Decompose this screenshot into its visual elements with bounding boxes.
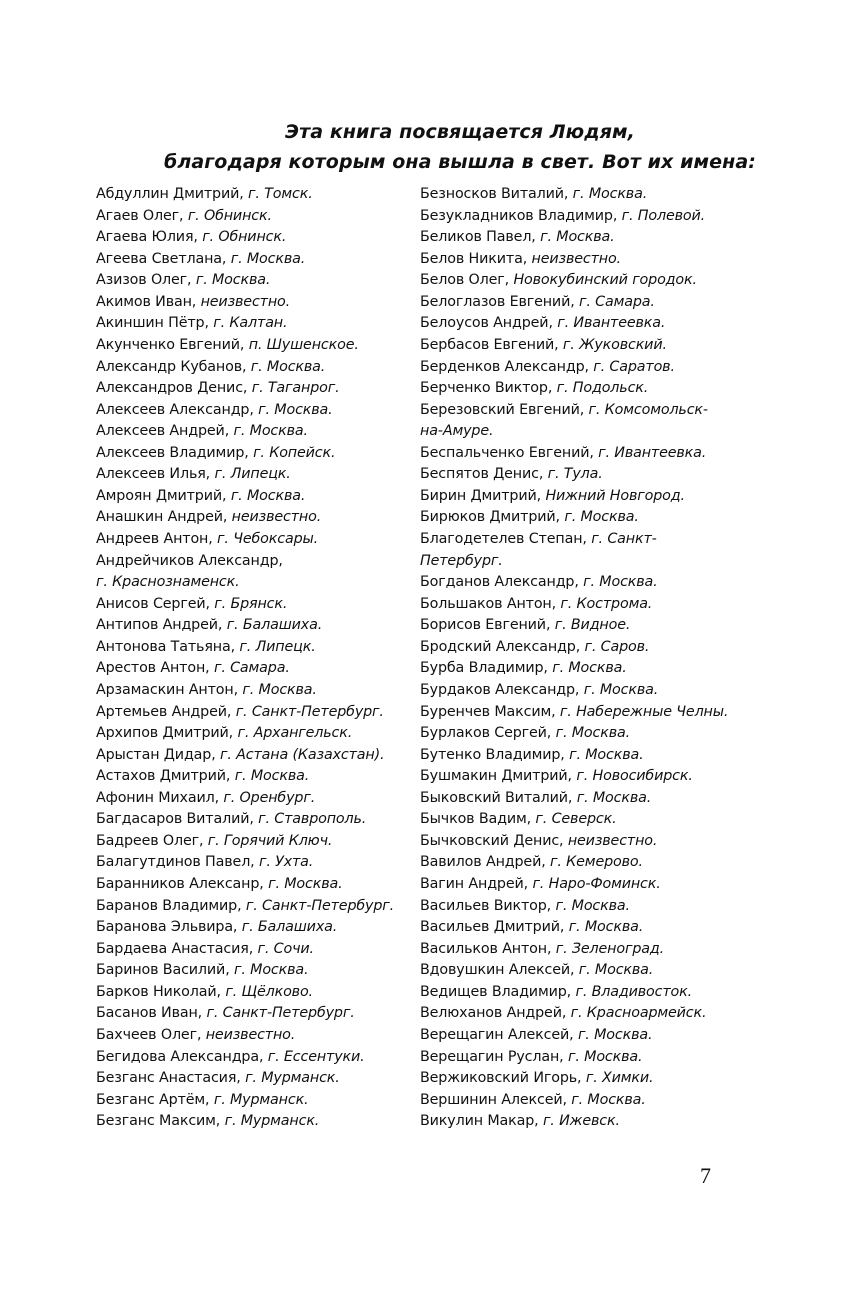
person-name: Афонин Михаил,: [96, 789, 224, 806]
list-item: [420, 831, 750, 853]
person-location: г. Архангельск.: [237, 725, 353, 742]
list-item: [420, 400, 750, 422]
person-name: Астахов Дмитрий,: [96, 768, 235, 785]
list-item: [420, 874, 750, 896]
person-name: Верещагин Руслан,: [420, 1048, 568, 1065]
person-location: г. Наро-Фоминск.: [532, 876, 661, 892]
list-item: [96, 249, 406, 271]
person-name: Васильев Дмитрий,: [420, 919, 569, 936]
list-item: [420, 637, 750, 659]
person-name: Березовский Евгений,: [420, 401, 589, 418]
person-location: г. Москва.: [268, 876, 343, 892]
person-location: г. Набережные Челны.: [559, 703, 729, 720]
list-item: [420, 486, 750, 508]
person-name: Буренчев Максим,: [420, 703, 560, 720]
list-item: [96, 572, 406, 594]
person-name: Васильков Антон,: [420, 940, 556, 957]
person-name: Безносков Виталий,: [420, 186, 573, 202]
person-name: Агаева Юлия,: [96, 229, 203, 246]
person-name: Абдуллин Дмитрий,: [96, 186, 249, 202]
list-item: [96, 184, 406, 206]
person-location: г. Ивантеевка.: [557, 315, 666, 332]
person-name: Бычковский Денис,: [420, 832, 568, 849]
list-item: [420, 723, 750, 745]
person-location: г. Жуковский.: [562, 336, 667, 353]
names-column-left: [96, 184, 406, 1133]
list-item: [96, 1047, 406, 1069]
person-location: г. Москва.: [195, 272, 271, 289]
list-item: [420, 464, 750, 486]
person-name: Алексеев Илья,: [96, 466, 215, 483]
person-location: г. Москва.: [578, 962, 654, 979]
person-location: г. Москва.: [552, 660, 627, 677]
person-location: г. Москва.: [569, 746, 644, 763]
list-item: [96, 551, 406, 573]
person-location: г. Зеленоград.: [555, 940, 665, 957]
list-item: [96, 443, 406, 465]
person-name: Велюханов Андрей,: [420, 1005, 571, 1022]
person-name: Александров Денис,: [96, 380, 252, 397]
person-location: г. Томск.: [248, 186, 313, 202]
person-location: г. Москва.: [230, 487, 306, 504]
list-item: [420, 788, 750, 810]
person-name: Богданов Александр,: [420, 574, 584, 591]
list-item: [96, 831, 406, 853]
list-item: [96, 270, 406, 292]
person-name: Архипов Дмитрий,: [96, 725, 238, 742]
person-location: г. Москва.: [577, 1026, 653, 1043]
person-location: г. Сочи.: [257, 940, 314, 957]
list-item: [96, 507, 406, 529]
person-location: неизвестно.: [231, 509, 322, 526]
person-name: Бирюков Дмитрий,: [420, 509, 565, 526]
list-item: [96, 1068, 406, 1090]
person-name: Бардаева Анастасия,: [96, 940, 258, 957]
person-location: г. Самара.: [579, 293, 655, 310]
person-name: Баранов Владимир,: [96, 897, 246, 914]
list-item: [420, 357, 750, 379]
dedication-title: [0, 117, 845, 177]
list-item: [96, 400, 406, 422]
person-name: Антонова Татьяна,: [96, 638, 240, 655]
person-name: Бадреев Олег,: [96, 832, 208, 849]
list-item: [420, 572, 750, 594]
list-item: [96, 702, 406, 724]
person-location: г. Москва.: [555, 725, 631, 742]
person-location: г. Мурманск.: [213, 1091, 309, 1108]
person-location: г. Санкт-: [591, 531, 657, 547]
person-name: Бутенко Владимир,: [420, 746, 570, 763]
person-location: г. Подольск.: [556, 380, 649, 397]
list-item: [420, 658, 750, 680]
person-location: г. Балашиха.: [241, 919, 338, 936]
person-name: Акунченко Евгений,: [96, 336, 249, 353]
person-location: г. Комсомольск-: [588, 401, 708, 418]
person-name: Вержиковский Игорь,: [420, 1070, 586, 1087]
list-item: [96, 982, 406, 1004]
person-location: г. Саратов.: [593, 358, 675, 375]
person-name: Верещагин Алексей,: [420, 1026, 578, 1043]
person-name: Белоглазов Евгений,: [420, 293, 580, 310]
list-item: [420, 702, 750, 724]
person-name: Алексеев Александр,: [96, 401, 259, 418]
list-item: [96, 206, 406, 228]
person-location: неизвестно.: [567, 832, 658, 849]
list-item: [420, 982, 750, 1004]
list-item: [96, 357, 406, 379]
person-location: Нижний Новгород.: [545, 487, 685, 504]
person-location: г. Москва.: [233, 423, 308, 440]
list-item: [96, 658, 406, 680]
person-name: Большаков Антон,: [420, 595, 561, 612]
person-location: г. Обнинск.: [202, 229, 287, 246]
person-location: г. Самара.: [213, 660, 290, 677]
person-name: Акимов Иван,: [96, 293, 201, 310]
person-name: Бербасов Евгений,: [420, 336, 563, 353]
list-item: [420, 896, 750, 918]
person-name: Вагин Андрей,: [420, 876, 533, 892]
person-location: г. Москва.: [250, 358, 326, 375]
person-name: Бахчеев Олег,: [96, 1026, 206, 1043]
list-item: [420, 184, 750, 206]
list-item: [96, 421, 406, 443]
person-location: г. Ивантеевка.: [598, 444, 707, 461]
person-location: г. Видное.: [554, 617, 631, 634]
person-location: Петербург.: [420, 552, 503, 569]
list-item: [420, 809, 750, 831]
list-item: [96, 227, 406, 249]
list-item: [420, 960, 750, 982]
list-item: [96, 1003, 406, 1025]
person-name: Анисов Сергей,: [96, 595, 215, 612]
list-item: [420, 421, 750, 443]
list-item: [96, 335, 406, 357]
list-item: [96, 529, 406, 551]
person-name: Ведищев Владимир,: [420, 983, 576, 1000]
person-location: г. Ижевск.: [542, 1113, 620, 1130]
person-name: Быковский Виталий,: [420, 789, 577, 806]
person-location: г. Кемерово.: [550, 854, 643, 871]
person-location: г. Брянск.: [214, 595, 288, 612]
person-location: п. Шушенское.: [248, 336, 359, 353]
list-item: [420, 249, 750, 271]
person-location: г. Санкт-Петербург.: [245, 897, 395, 914]
person-name: Бродский Александр,: [420, 638, 585, 655]
person-location: неизвестно.: [200, 293, 291, 310]
person-location: г. Санкт-Петербург.: [235, 703, 384, 720]
person-name: Баринов Василий,: [96, 962, 234, 979]
person-location: г. Астана (Казахстан).: [220, 746, 385, 763]
list-item: [96, 745, 406, 767]
list-item: [96, 939, 406, 961]
list-item: [420, 292, 750, 314]
person-location: г. Москва.: [230, 250, 306, 267]
person-name: Безганс Артём,: [96, 1091, 214, 1108]
person-location: г. Москва.: [567, 1048, 643, 1065]
list-item: [96, 1111, 406, 1133]
person-name: Алексеев Владимир,: [96, 444, 254, 461]
list-item: [420, 939, 750, 961]
person-name: Благодетелев Степан,: [420, 531, 592, 547]
page-number: 7: [700, 1163, 711, 1188]
person-location: г. Новосибирск.: [576, 768, 693, 785]
person-location: г. Саров.: [584, 638, 650, 655]
person-location: г. Краснознаменск.: [96, 574, 240, 591]
list-item: [420, 227, 750, 249]
list-item: [96, 292, 406, 314]
person-name: Агаев Олег,: [96, 207, 188, 224]
person-location: г. Ухта.: [258, 854, 314, 871]
person-location: г. Северск.: [535, 811, 617, 828]
list-item: [420, 507, 750, 529]
person-name: Белов Олег,: [420, 272, 514, 289]
person-location: г. Копейск.: [253, 444, 336, 461]
list-item: [96, 874, 406, 896]
names-column-right: [420, 184, 750, 1133]
person-name: Беспальченко Евгений,: [420, 444, 599, 461]
person-name: Белов Никита,: [420, 250, 532, 267]
person-location: г. Москва.: [540, 229, 615, 246]
person-name: Викулин Макар,: [420, 1113, 543, 1130]
person-name: Безганс Максим,: [96, 1113, 225, 1130]
person-name: Балагутдинов Павел,: [96, 854, 259, 871]
person-location: г. Москва.: [583, 681, 659, 698]
person-name: Баранова Эльвира,: [96, 919, 242, 936]
dedication-line-2: благодаря которым она вышла в свет. Вот их имена:: [163, 151, 757, 173]
person-location: г. Тула.: [547, 466, 603, 483]
person-location: г. Кострома.: [560, 595, 653, 612]
person-name: Артемьев Андрей,: [96, 703, 236, 720]
list-item: [420, 745, 750, 767]
person-name: Баранников Алексанр,: [96, 876, 269, 892]
list-item: [420, 917, 750, 939]
list-item: [96, 464, 406, 486]
list-item: [96, 1090, 406, 1112]
list-item: [96, 615, 406, 637]
list-item: [420, 1003, 750, 1025]
list-item: [420, 378, 750, 400]
person-location: г. Полевой.: [621, 207, 706, 224]
person-name: Арыстан Дидар,: [96, 746, 221, 763]
list-item: [96, 378, 406, 400]
person-name: Акиншин Пётр,: [96, 315, 214, 332]
person-name: Анашкин Андрей,: [96, 509, 232, 526]
list-item: [420, 594, 750, 616]
list-item: [420, 1090, 750, 1112]
person-location: г. Липецк.: [214, 466, 291, 483]
person-location: г. Москва.: [583, 574, 658, 591]
list-item: [420, 766, 750, 788]
list-item: [420, 1068, 750, 1090]
person-name: Вавилов Андрей,: [420, 854, 551, 871]
person-name: Бурлаков Сергей,: [420, 725, 556, 742]
person-name: Арзамаскин Антон,: [96, 681, 243, 698]
person-name: Безукладников Владимир,: [420, 207, 622, 224]
person-name: Андрейчиков Александр,: [96, 552, 283, 569]
list-item: [420, 1047, 750, 1069]
list-item: [420, 313, 750, 335]
person-name: Александр Кубанов,: [96, 358, 251, 375]
list-item: [96, 486, 406, 508]
person-name: Безганс Анастасия,: [96, 1070, 246, 1087]
person-name: Багдасаров Виталий,: [96, 811, 259, 828]
person-name: Белоусов Андрей,: [420, 315, 558, 332]
list-item: [96, 896, 406, 918]
person-name: Басанов Иван,: [96, 1005, 207, 1022]
list-item: [96, 960, 406, 982]
list-item: [420, 206, 750, 228]
person-location: г. Мурманск.: [245, 1070, 340, 1087]
person-location: г. Липецк.: [239, 638, 316, 655]
person-location: г. Санкт-Петербург.: [206, 1005, 355, 1022]
list-item: [96, 313, 406, 335]
list-item: [420, 680, 750, 702]
person-name: Вершинин Алексей,: [420, 1091, 572, 1108]
list-item: [420, 852, 750, 874]
person-name: Бушмакин Дмитрий,: [420, 768, 577, 785]
person-name: Алексеев Андрей,: [96, 423, 234, 440]
person-location: г. Москва.: [571, 1091, 646, 1108]
person-location: неизвестно.: [205, 1026, 296, 1043]
list-item: [420, 1111, 750, 1133]
person-location: г. Ставрополь.: [258, 811, 367, 828]
list-item: [96, 594, 406, 616]
person-name: Васильев Виктор,: [420, 897, 556, 914]
person-location: г. Калтан.: [213, 315, 288, 332]
person-location: г. Москва.: [568, 919, 644, 936]
person-name: Беликов Павел,: [420, 229, 541, 246]
person-location: неизвестно.: [531, 250, 621, 267]
list-item: [420, 270, 750, 292]
person-name: Вдовушкин Алексей,: [420, 962, 579, 979]
list-item: [96, 723, 406, 745]
list-item: [96, 680, 406, 702]
person-name: Берченко Виктор,: [420, 380, 557, 397]
person-location: г. Москва.: [242, 681, 317, 698]
list-item: [96, 637, 406, 659]
list-item: [420, 335, 750, 357]
list-item: [420, 1025, 750, 1047]
person-name: Антипов Андрей,: [96, 617, 227, 634]
person-location: г. Москва.: [233, 962, 309, 979]
person-name: Борисов Евгений,: [420, 617, 555, 634]
list-item: [96, 1025, 406, 1047]
person-name: Бурдаков Александр,: [420, 681, 584, 698]
person-name: Амроян Дмитрий,: [96, 487, 231, 504]
list-item: [420, 529, 750, 551]
list-item: [420, 443, 750, 465]
person-location: г. Балашиха.: [226, 617, 323, 634]
person-name: Бычков Вадим,: [420, 811, 536, 828]
person-location: г. Владивосток.: [575, 983, 692, 1000]
person-name: Бирин Дмитрий,: [420, 487, 546, 504]
person-location: г. Химки.: [585, 1070, 654, 1087]
person-location: Новокубинский городок.: [513, 272, 697, 289]
list-item: [96, 766, 406, 788]
list-item: [96, 788, 406, 810]
dedication-line-1: Эта книга посвящается Людям,: [285, 121, 635, 143]
person-name: Беспятов Денис,: [420, 466, 548, 483]
person-location: г. Чебоксары.: [217, 531, 319, 547]
person-location: г. Москва.: [576, 789, 652, 806]
person-name: Андреев Антон,: [96, 531, 218, 547]
person-location: г. Таганрог.: [251, 380, 340, 397]
person-name: Барков Николай,: [96, 983, 226, 1000]
person-location: на-Амуре.: [420, 423, 494, 440]
person-name: Берденков Александр,: [420, 358, 594, 375]
person-location: г. Москва.: [258, 401, 333, 418]
person-name: Агеева Светлана,: [96, 250, 231, 267]
person-location: г. Москва.: [234, 768, 310, 785]
person-location: г. Оренбург.: [223, 789, 316, 806]
person-location: г. Ессентуки.: [267, 1048, 365, 1065]
person-location: г. Красноармейск.: [570, 1005, 707, 1022]
list-item: [96, 852, 406, 874]
person-name: Арестов Антон,: [96, 660, 214, 677]
person-location: г. Горячий Ключ.: [207, 832, 333, 849]
person-name: Азизов Олег,: [96, 272, 196, 289]
list-item: [96, 809, 406, 831]
list-item: [420, 615, 750, 637]
list-item: [420, 551, 750, 573]
person-name: Бурба Владимир,: [420, 660, 553, 677]
person-location: г. Москва.: [564, 509, 639, 526]
list-item: [96, 917, 406, 939]
person-location: г. Москва.: [555, 897, 630, 914]
person-location: г. Москва.: [572, 186, 648, 202]
person-name: Бегидова Александра,: [96, 1048, 268, 1065]
person-location: г. Щёлково.: [225, 983, 313, 1000]
person-location: г. Обнинск.: [187, 207, 272, 224]
person-location: г. Мурманск.: [224, 1113, 320, 1130]
